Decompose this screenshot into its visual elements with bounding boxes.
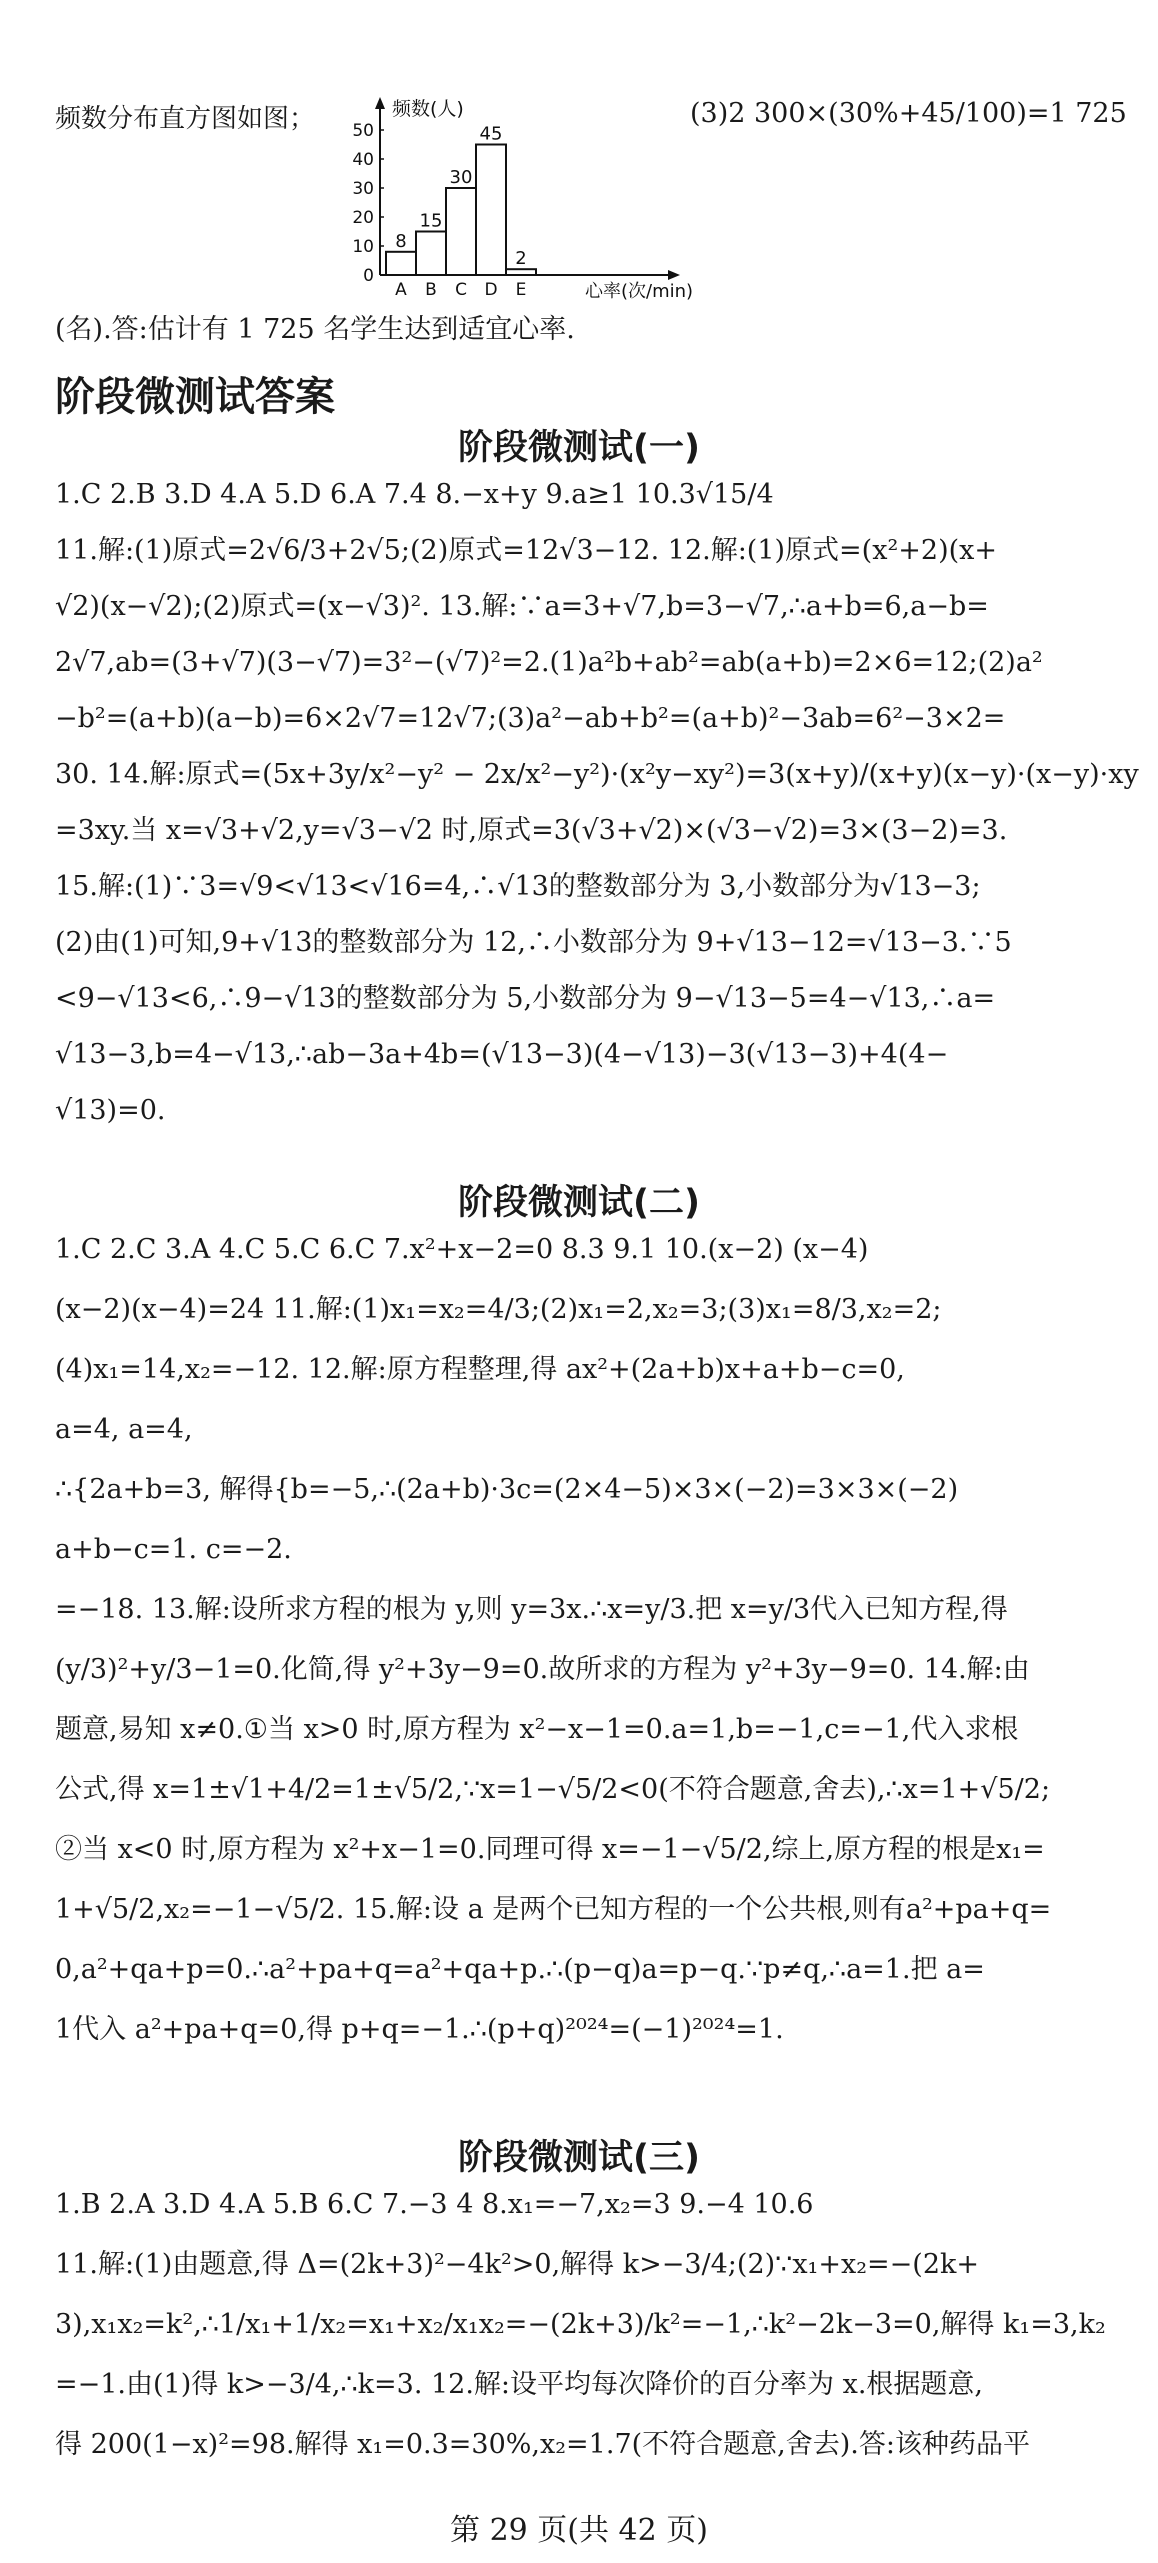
answer-line: 3),x₁x₂=k²,∴1/x₁+1/x₂=x₁+x₂/x₁x₂=−(2k+3)/k²=−1,∴k²−2k−3=0,解得 k₁=3,k₂ — [55, 2309, 1106, 2340]
bar — [386, 252, 416, 275]
answer-line: 1.C 2.B 3.D 4.A 5.D 6.A 7.4 8.−x+y 9.a≥1 10.3√15/4 — [55, 479, 774, 510]
data-label: 45 — [479, 123, 503, 145]
intro-line: (名).答:估计有 1 725 名学生达到适宜心率. — [55, 314, 575, 345]
category-label: D — [484, 280, 498, 300]
answer-line: 公式,得 x=1±√1+4/2=1±√5/2,∵x=1−√5/2<0(不符合题意,舍去),∴x=1+√5/2; — [55, 1774, 1051, 1805]
answer-line: <9−√13<6,∴9−√13的整数部分为 5,小数部分为 9−√13−5=4−√13,∴a= — [55, 983, 996, 1014]
category-label: C — [455, 280, 467, 300]
answer-line: 2√7,ab=(3+√7)(3−√7)=3²−(√7)²=2.(1)a²b+ab²=ab(a+b)=2×6=12;(2)a² — [55, 647, 1043, 678]
answer-line: 0,a²+qa+p=0.∴a²+pa+q=a²+qa+p.∴(p−q)a=p−q.∵p≠q,∴a=1.把 a= — [55, 1954, 985, 1985]
y-tick-label: 0 — [363, 266, 374, 286]
bar — [476, 145, 506, 276]
page-footer: 第 29 页(共 42 页) — [450, 2513, 708, 2548]
answer-line: 1代入 a²+pa+q=0,得 p+q=−1.∴(p+q)²⁰²⁴=(−1)²⁰²⁴=1. — [55, 2014, 784, 2045]
bar — [506, 269, 536, 275]
answer-line: √13)=0. — [55, 1095, 166, 1126]
answer-line: 11.解:(1)由题意,得 Δ=(2k+3)²−4k²>0,解得 k>−3/4;(2)∵x₁+x₂=−(2k+ — [55, 2249, 979, 2280]
answer-line: (4)x₁=14,x₂=−12. 12.解:原方程整理,得 ax²+(2a+b)x+a+b−c=0, — [55, 1354, 905, 1385]
category-label: B — [425, 280, 437, 300]
answer-line: ∴{2a+b=3, 解得{b=−5,∴(2a+b)·3c=(2×4−5)×3×(−2)=3×3×(−2) — [55, 1474, 959, 1505]
data-label: 15 — [419, 210, 443, 232]
answer-line: 1.B 2.A 3.D 4.A 5.B 6.C 7.−3 4 8.x₁=−7,x₂=3 9.−4 10.6 — [55, 2189, 814, 2220]
answer-line: (2)由(1)可知,9+√13的整数部分为 12,∴小数部分为 9+√13−12=√13−3.∵5 — [55, 927, 1012, 958]
x-axis-label: 心率(次/min) — [585, 281, 694, 302]
histogram-caption: 频数分布直方图如图； — [55, 104, 316, 134]
histogram-chart — [340, 95, 700, 305]
answer-line: 1+√5/2,x₂=−1−√5/2. 15.解:设 a 是两个已知方程的一个公共根,则有a²+pa+q= — [55, 1894, 1052, 1925]
answer-line: a=4, a=4, — [55, 1414, 193, 1445]
category-label: E — [515, 280, 527, 300]
answer-line: √2)(x−√2);(2)原式=(x−√3)². 13.解:∵a=3+√7,b=3−√7,∴a+b=6,a−b= — [55, 591, 989, 622]
test-3-title: 阶段微测试(三) — [458, 2138, 700, 2178]
test-1-title: 阶段微测试(一) — [458, 428, 700, 468]
test-2-title: 阶段微测试(二) — [458, 1183, 700, 1223]
answer-line: 11.解:(1)原式=2√6/3+2√5;(2)原式=12√3−12. 12.解:(1)原式=(x²+2)(x+ — [55, 535, 997, 566]
bar — [446, 188, 476, 275]
y-tick-label: 20 — [352, 208, 374, 228]
data-label: 8 — [395, 230, 407, 252]
answer-line: 得 200(1−x)²=98.解得 x₁=0.3=30%,x₂=1.7(不符合题意,舍去).答:该种药品平 — [55, 2429, 1030, 2460]
answer-line: ②当 x<0 时,原方程为 x²+x−1=0.同理可得 x=−1−√5/2,综上,原方程的根是x₁= — [55, 1834, 1045, 1865]
answer-line: 1.C 2.C 3.A 4.C 5.C 6.C 7.x²+x−2=0 8.3 9.1 10.(x−2) (x−4) — [55, 1234, 869, 1265]
answer-line: (x−2)(x−4)=24 11.解:(1)x₁=x₂=4/3;(2)x₁=2,x₂=3;(3)x₁=8/3,x₂=2; — [55, 1294, 942, 1325]
answer-line: 30. 14.解:原式=(5x+3y/x²−y² − 2x/x²−y²)·(x²y−xy²)=3(x+y)/(x+y)(x−y)·(x−y)·xy — [55, 759, 1139, 790]
answer-line: =−1.由(1)得 k>−3/4,∴k=3. 12.解:设平均每次降价的百分率为 x.根据题意, — [55, 2369, 983, 2400]
y-tick-label: 10 — [352, 237, 374, 257]
answer-line: =−18. 13.解:设所求方程的根为 y,则 y=3x.∴x=y/3.把 x=y/3代入已知方程,得 — [55, 1594, 1008, 1625]
answer-line: −b²=(a+b)(a−b)=6×2√7=12√7;(3)a²−ab+b²=(a+b)²−3ab=6²−3×2= — [55, 703, 1006, 734]
y-tick-label: 40 — [352, 150, 374, 170]
y-axis-arrow — [375, 97, 385, 109]
answer-line: 15.解:(1)∵3=√9<√13<√16=4,∴√13的整数部分为 3,小数部分为√13−3; — [55, 871, 981, 902]
answer-line: a+b−c=1. c=−2. — [55, 1534, 292, 1565]
data-label: 30 — [449, 167, 473, 188]
answer-line: √13−3,b=4−√13,∴ab−3a+4b=(√13−3)(4−√13)−3(√13−3)+4(4− — [55, 1039, 949, 1070]
y-axis-label: 频数(人) — [392, 98, 464, 120]
answer-line: (y/3)²+y/3−1=0.化简,得 y²+3y−9=0.故所求的方程为 y²+3y−9=0. 14.解:由 — [55, 1654, 1030, 1685]
y-tick-label: 30 — [352, 179, 374, 199]
bar — [416, 232, 446, 276]
formula-right: (3)2 300×(30%+45/100)=1 725 — [690, 98, 1127, 129]
answer-line: =3xy.当 x=√3+√2,y=√3−√2 时,原式=3(√3+√2)×(√3−√2)=3×(3−2)=3. — [55, 815, 1008, 846]
category-label: A — [395, 280, 407, 300]
data-label: 2 — [515, 248, 527, 270]
x-axis-arrow — [668, 270, 680, 280]
answer-line: 题意,易知 x≠0.①当 x>0 时,原方程为 x²−x−1=0.a=1,b=−1,c=−1,代入求根 — [55, 1714, 1019, 1745]
y-tick-label: 50 — [352, 121, 374, 141]
section-title: 阶段微测试答案 — [55, 374, 335, 420]
